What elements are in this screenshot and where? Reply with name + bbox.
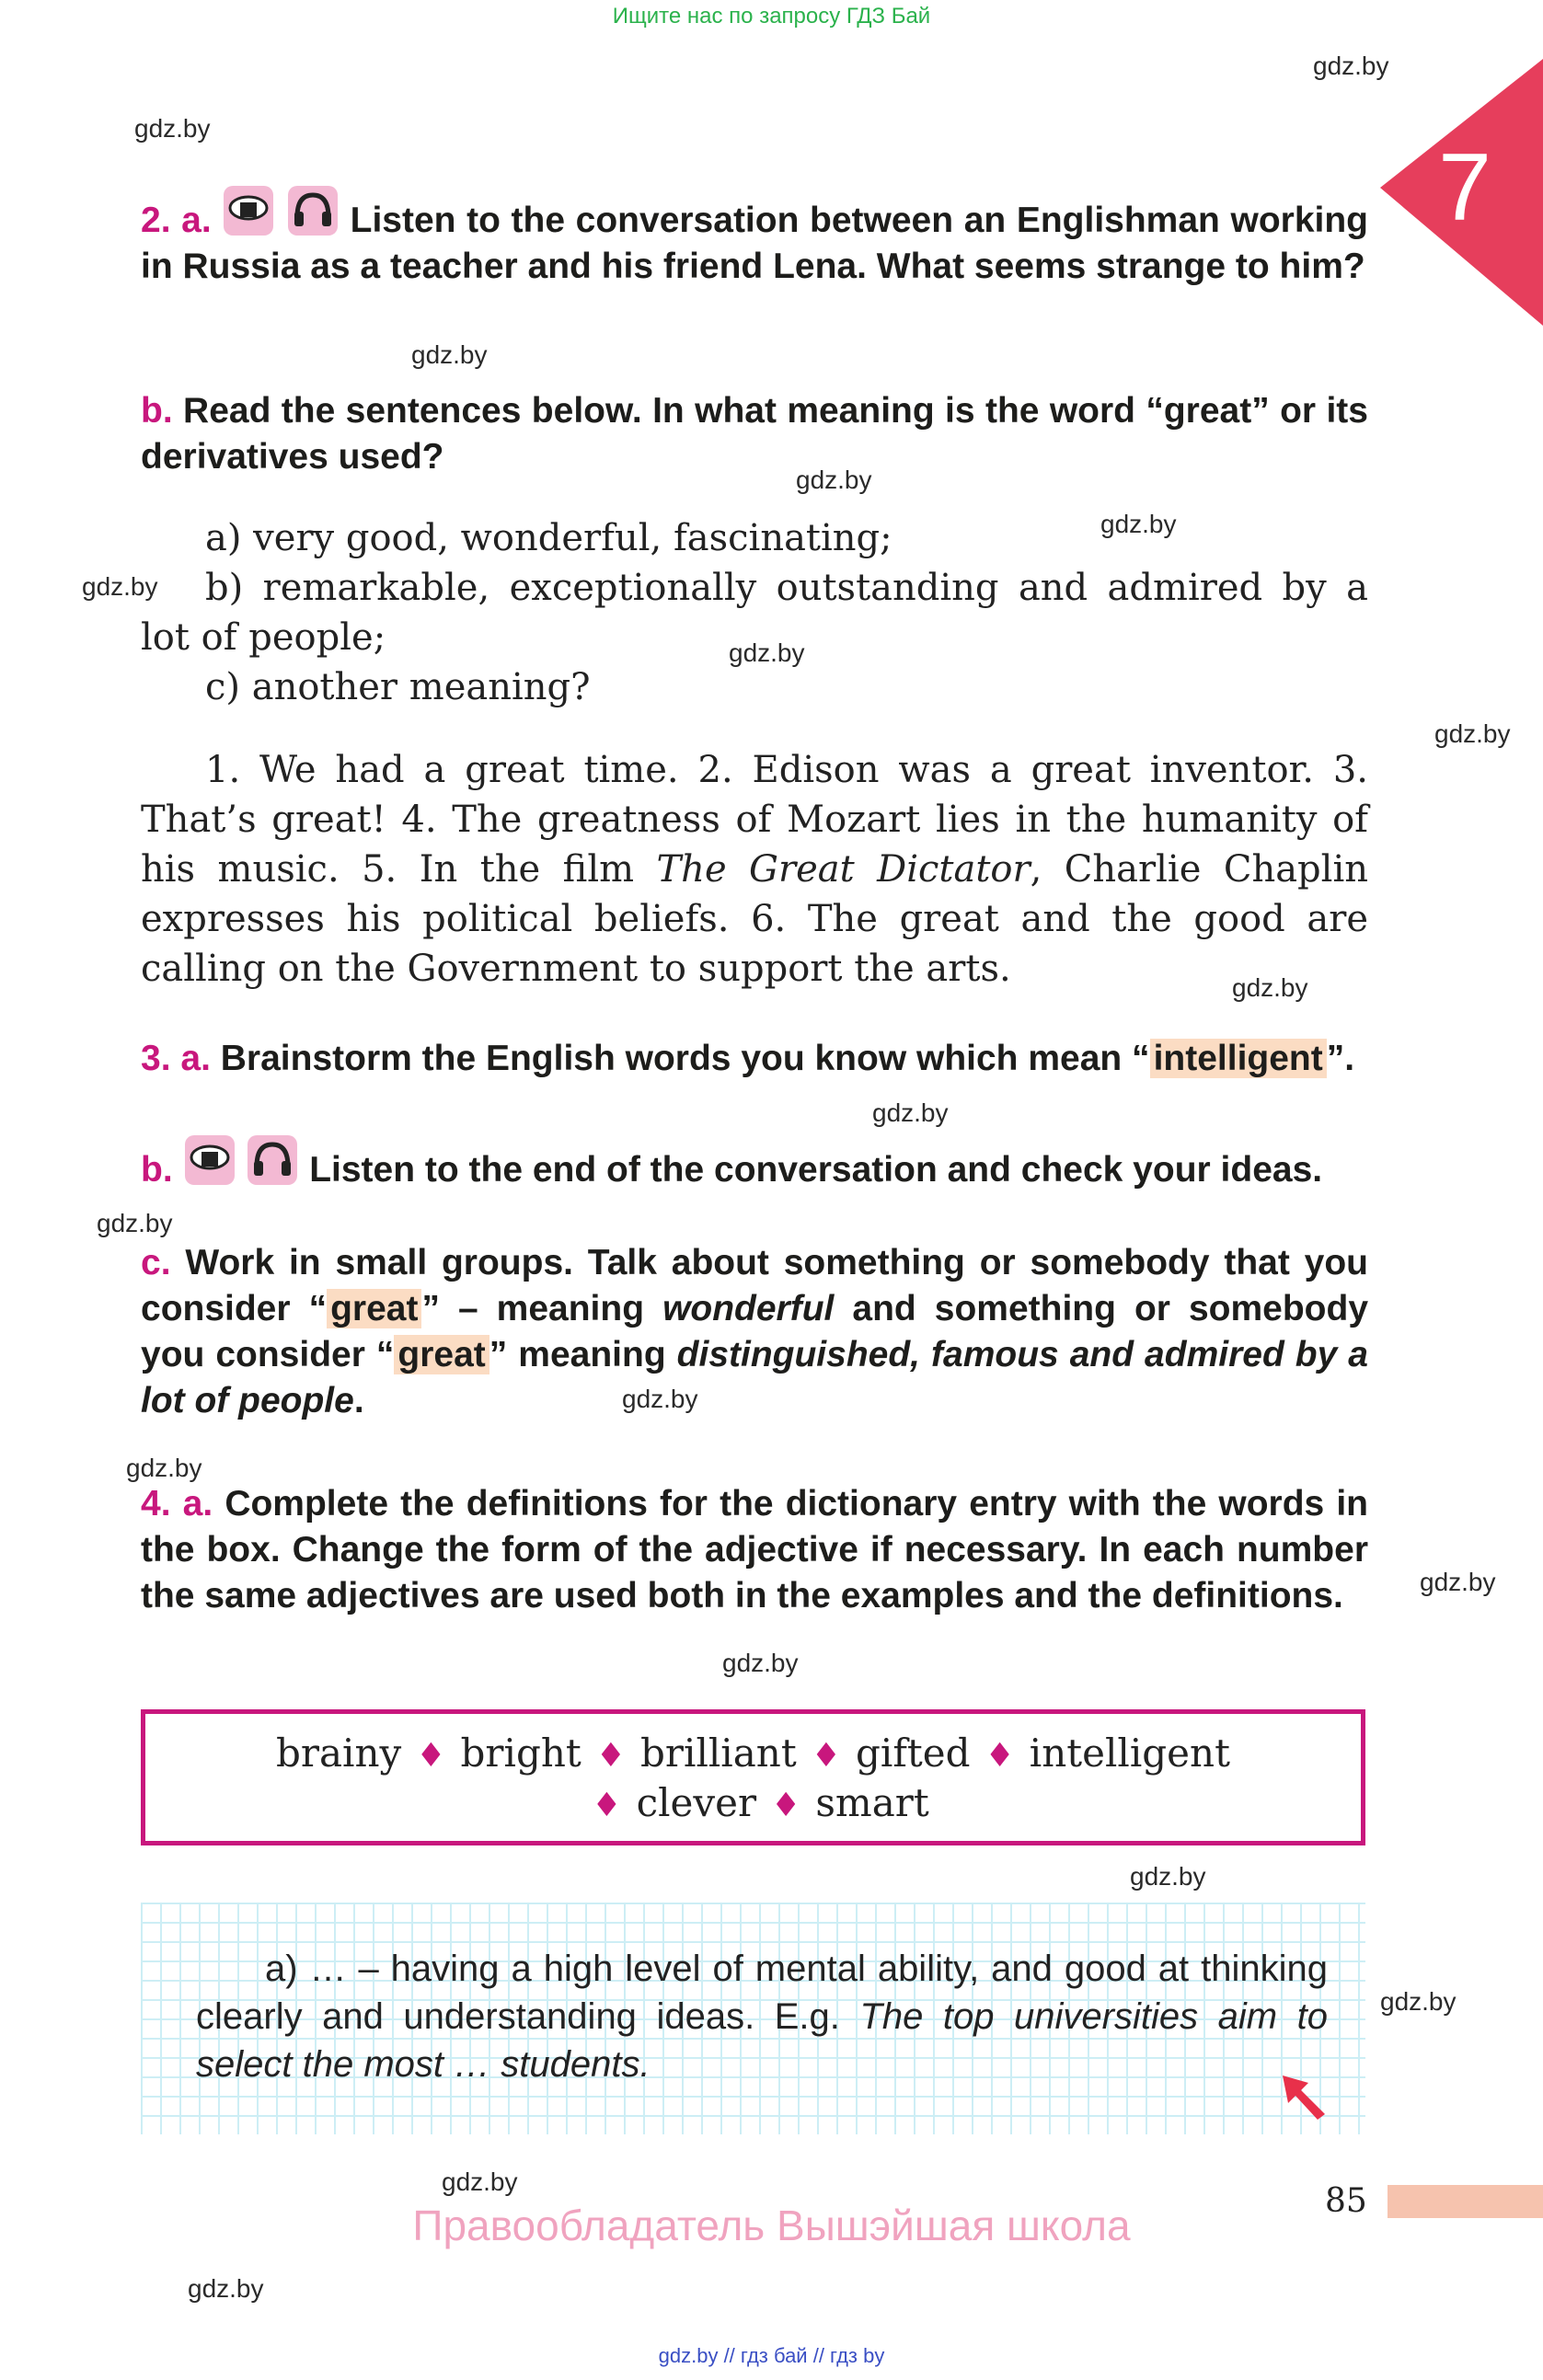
watermark: gdz.by (729, 638, 805, 667)
exercise-2b (141, 388, 1368, 480)
exercise-text: Listen to the conversation between an Englishman working in Russia as a teacher and his friend Lena. What seems strange to him? (141, 201, 1369, 286)
watermark: gdz.by (722, 1649, 799, 1677)
highlight-word: great (327, 1289, 421, 1328)
watermark: gdz.by (1100, 510, 1177, 538)
watermark: gdz.by (1434, 719, 1511, 748)
film-title: The Great Dictator (656, 848, 1031, 891)
word-box-line (145, 1730, 1361, 1776)
diamond-icon: ♦ (771, 1787, 801, 1824)
diamond-icon: ♦ (595, 1737, 627, 1775)
watermark: gdz.by (82, 572, 158, 601)
word-item: gifted (856, 1730, 971, 1776)
exercise-text: Complete the definitions for the dictionary entry with the words in the box. Change the form of the adjective if necessary. In each number the same adjectives are used both in the examples and the definitions. (141, 1484, 1368, 1615)
arrow-icon (1277, 2070, 1332, 2125)
word-box-line (145, 1780, 1361, 1825)
computer-icon[interactable] (222, 184, 275, 237)
option-a: a) very good, wonderful, fascinating; (205, 517, 892, 559)
example-sentences: 1. We had a great time. 2. Edison was a great inventor. 3. That’s great! 4. The greatness of Mozart lies in the humanity of his music. 5. In the film The Great Dictator, Charlie Chaplin expresses his political beliefs. 6. The great and the good are calling on the Government to support the arts. (141, 749, 1368, 990)
exercise-number: 4. (141, 1484, 171, 1523)
exercise-3b (141, 1133, 1368, 1193)
word-item: smart (815, 1780, 929, 1825)
exercise-4a (141, 1481, 1368, 1619)
watermark: gdz.by (411, 340, 488, 369)
exercise-number: 2. (141, 201, 171, 240)
exercise-letter: b. (141, 391, 173, 431)
exercise-3a: 3. a. Brainstorm the English words you know which mean “ intelligent ”. (141, 1039, 1355, 1078)
watermark: gdz.by (1420, 1568, 1496, 1596)
exercise-text: Read the sentences below. In what meaning is the word “great” or its derivatives used? (141, 391, 1368, 477)
computer-icon[interactable] (183, 1133, 236, 1187)
diamond-icon: ♦ (416, 1737, 446, 1775)
watermark: gdz.by (1380, 1987, 1457, 2016)
watermark: gdz.by (872, 1098, 949, 1127)
exercise-number: 3. (141, 1039, 171, 1078)
word-item: brainy (276, 1730, 402, 1776)
definition-text: a) … – having a high level of mental ability, and good at thinking clearly and understanding ideas. E.g. The top universities aim to select the most … students. (196, 1949, 1328, 2085)
highlight-word: great (394, 1335, 489, 1374)
watermark: gdz.by (1232, 973, 1308, 1002)
page-number: 85 (1325, 2182, 1367, 2220)
diamond-icon: ♦ (811, 1737, 841, 1775)
word-item: bright (460, 1730, 582, 1776)
exercise-letter: c. (141, 1243, 171, 1282)
footer-links[interactable]: gdz.by // гдз бай // гдз by (658, 2344, 885, 2367)
exercise-2a (141, 184, 1368, 290)
exercise-letter: a. (180, 1039, 211, 1078)
diamond-icon: ♦ (592, 1787, 622, 1824)
watermark: gdz.by (796, 466, 872, 494)
headphones-icon[interactable] (286, 184, 340, 237)
exercise-3c: c. Work in small groups. Talk about something or somebody that you consider “ great ” – meaning wonderful and something or somebody you consider “ great ” meaning distinguished, famous and admired by a lot of people. (141, 1243, 1369, 1420)
definition-panel (141, 1903, 1365, 2134)
definition-example: The top universities aim to select the most … students. (196, 1996, 1328, 2085)
highlight-word: intelligent (1150, 1039, 1327, 1078)
watermark: gdz.by (188, 2274, 264, 2303)
watermark: gdz.by (97, 1209, 173, 1237)
exercise-text: Listen to the end of the conversation and check your ideas. (309, 1150, 1323, 1190)
word-item: clever (636, 1780, 757, 1825)
option-b: b) remarkable, exceptionally outstanding and admired by a lot of people; (141, 567, 1368, 659)
copyright: Правообладатель Вышэйшая школа (412, 2202, 1131, 2249)
watermark: gdz.by (442, 2167, 518, 2196)
watermark: gdz.by (622, 1385, 698, 1413)
unit-number: 7 (1438, 134, 1491, 241)
diamond-icon: ♦ (985, 1737, 1015, 1775)
word-box (141, 1709, 1365, 1845)
exercise-letter: b. (141, 1150, 173, 1190)
watermark: gdz.by (134, 114, 211, 143)
watermark: gdz.by (1130, 1862, 1206, 1891)
word-item: intelligent (1029, 1730, 1230, 1776)
watermark: gdz.by (1313, 52, 1389, 80)
exercise-letter: a. (181, 201, 212, 240)
top-banner: Ищите нас по запросу ГДЗ Бай (612, 4, 931, 29)
watermark: gdz.by (126, 1454, 202, 1482)
unit-tab (1380, 59, 1543, 326)
headphones-icon[interactable] (246, 1133, 299, 1187)
option-c: c) another meaning? (205, 666, 591, 708)
word-item: brilliant (640, 1730, 797, 1776)
exercise-letter: a. (182, 1484, 213, 1523)
